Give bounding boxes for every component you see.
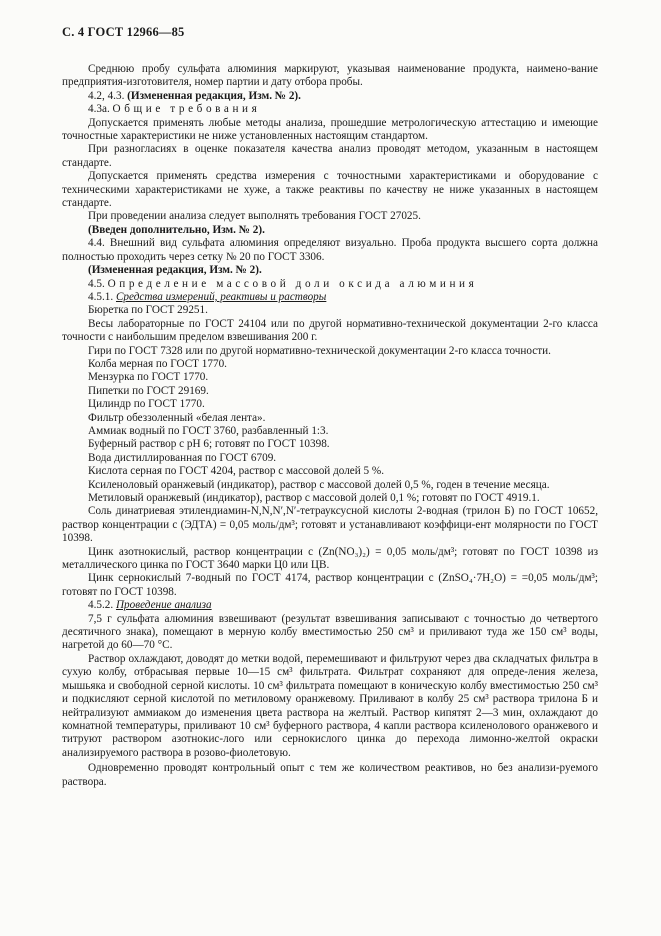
- list-item: Вода дистиллированная по ГОСТ 6709.: [88, 451, 277, 464]
- list-item: Мензурка по ГОСТ 1770.: [88, 371, 209, 384]
- paragraph: Одновременно проводят контрольный опыт с тем же количеством реактивов, но без анализи-руемого раствора.: [62, 762, 598, 788]
- list-item: Ксиленоловый оранжевый (индикатор), раствор с массовой долей 0,5 %, годен в течение месяца.: [88, 478, 550, 491]
- paragraph: 7,5 г сульфата алюминия взвешивают (результат взвешивания записывают с точностью до четвертого десятичного знака), помещают в мерную колбу вместимостью 250 см³ и приливают туда же 150 см³ воды, нагретой до 60—70 °С.: [62, 612, 598, 652]
- subsection-heading: [62, 599, 598, 612]
- section-heading: [62, 103, 598, 116]
- subsection-heading: [62, 291, 598, 304]
- section-title: Общие требования: [112, 103, 261, 116]
- paragraph: При проведении анализа следует выполнять требования ГОСТ 27025.: [88, 210, 421, 223]
- paragraph: При разногласиях в оценке показателя качества анализ проводят методом, указанным в настоящем стандарте.: [62, 143, 598, 169]
- list-item: Цинк сернокислый 7-водный по ГОСТ 4174, раствор концентрации с (ZnSO₄·7H₂O) = =0,05 моль/дм³; готовят по ГОСТ 10398.: [62, 572, 598, 598]
- list-item: Бюретка по ГОСТ 29251.: [88, 304, 208, 317]
- section-number: 4.5.: [88, 277, 105, 290]
- section-heading: [62, 90, 598, 103]
- paragraph: Среднюю пробу сульфата алюминия маркируют, указывая наименование продукта, наимено-вание предприятия-изготовителя, номер партии и дату отбора пробы.: [62, 63, 598, 89]
- list-item: Цилиндр по ГОСТ 1770.: [88, 398, 205, 411]
- paragraph: 4.4. Внешний вид сульфата алюминия определяют визуально. Проба продукта высшего сорта должна полностью проходить через сетку № 20 по ГОСТ 3306.: [62, 237, 598, 263]
- list-item: Буферный раствор с рН 6; готовят по ГОСТ 10398.: [88, 438, 330, 451]
- section-number: 4.2, 4.3.: [88, 89, 125, 102]
- list-item: Весы лабораторные по ГОСТ 24104 или по другой нормативно-технической документации 2-го класса точности с наибольшим пределом взвешивания 200 г.: [62, 317, 598, 344]
- subsection-title: Проведение анализа: [115, 599, 212, 612]
- section-number: 4.5.1.: [88, 290, 114, 303]
- list-item: Метиловый оранжевый (индикатор), раствор с массовой долей 0,1 %; готовят по ГОСТ 4919.1.: [88, 492, 540, 504]
- amendment-note: (Измененная редакция, Изм. № 2).: [127, 89, 301, 102]
- list-item: Колба мерная по ГОСТ 1770.: [88, 357, 227, 370]
- list-item: Кислота серная по ГОСТ 4204, раствор с массовой долей 5 %.: [88, 465, 385, 478]
- list-item: Цинк азотнокислый, раствор концентрации с (Zn(NO₃)₂) = 0,05 моль/дм³; готовят по ГОСТ 10398 из металлического цинка по ГОСТ 3640 марки Ц0 или ЦВ.: [62, 545, 598, 572]
- list-item: Аммиак водный по ГОСТ 3760, разбавленный 1:3.: [88, 424, 329, 437]
- amendment-note: (Введен дополнительно, Изм. № 2).: [88, 223, 265, 236]
- subsection-title: Средства измерений, реактивы и растворы: [115, 290, 327, 303]
- section-title: Определение массовой доли оксида алюминия: [107, 277, 478, 290]
- paragraph: Раствор охлаждают, доводят до метки водой, перемешивают и фильтруют через два складчатых фильтра в сухую колбу, отбрасывая первые 10—15 см³ фильтрата. Фильтрат сохраняют для опреде-ления железа, мышьяка и свободной серной кислоты. 10 см³ фильтрата помещают в коническую колбу вместимостью 250 см³ и подкисляют серной кислотой по метиловому оранжевому. Приливают в колбу 25 см³ раствора трилона Б и нейтрализуют аммиаком до изменения цвета раствора на желтый. Раствор кипятят 2—3 мин, охлаждают до комнатной температуры, приливают 10 см³ буферного раствора, 4 капли раствора ксиленолового оранжевого и титруют раствором азотнокис-лого или сернокислого цинка до перехода лимонно-желтой окраски анализируемого раствора в розово-фиолетовую.: [62, 652, 598, 759]
- list-item: Фильтр обеззоленный «белая лента».: [88, 411, 266, 424]
- section-number: 4.3а.: [88, 103, 110, 116]
- list-item: Соль динатриевая этилендиамин-N,N,N′,N′-тетрауксусной кислоты 2-водная (трилон Б) по ГОСТ 10652, раствор концентрации с (ЭДТА) = 0,05 моль/дм³; готовят и устанавливают коэффици-ент молярности по ГОСТ 10398.: [62, 505, 598, 545]
- amendment-note: (Измененная редакция, Изм. № 2).: [88, 264, 262, 277]
- section-heading: [62, 278, 598, 291]
- page-header: С. 4 ГОСТ 12966—85: [62, 25, 185, 39]
- document-body: [62, 63, 598, 789]
- paragraph: Допускается применять любые методы анализа, прошедшие метрологическую аттестацию и имеющие точностные характеристики не ниже установленных настоящим стандартом.: [62, 116, 598, 143]
- list-item: Гири по ГОСТ 7328 или по другой нормативно-технической документации 2-го класса точности.: [88, 344, 551, 357]
- list-item: Пипетки по ГОСТ 29169.: [88, 384, 209, 397]
- section-number: 4.5.2.: [88, 599, 114, 612]
- paragraph: Допускается применять средства измерения с точностными характеристиками и оборудование с техническими характеристиками не хуже, а также реактивы по качеству не ниже указанных в настоящем стандарте.: [62, 170, 598, 210]
